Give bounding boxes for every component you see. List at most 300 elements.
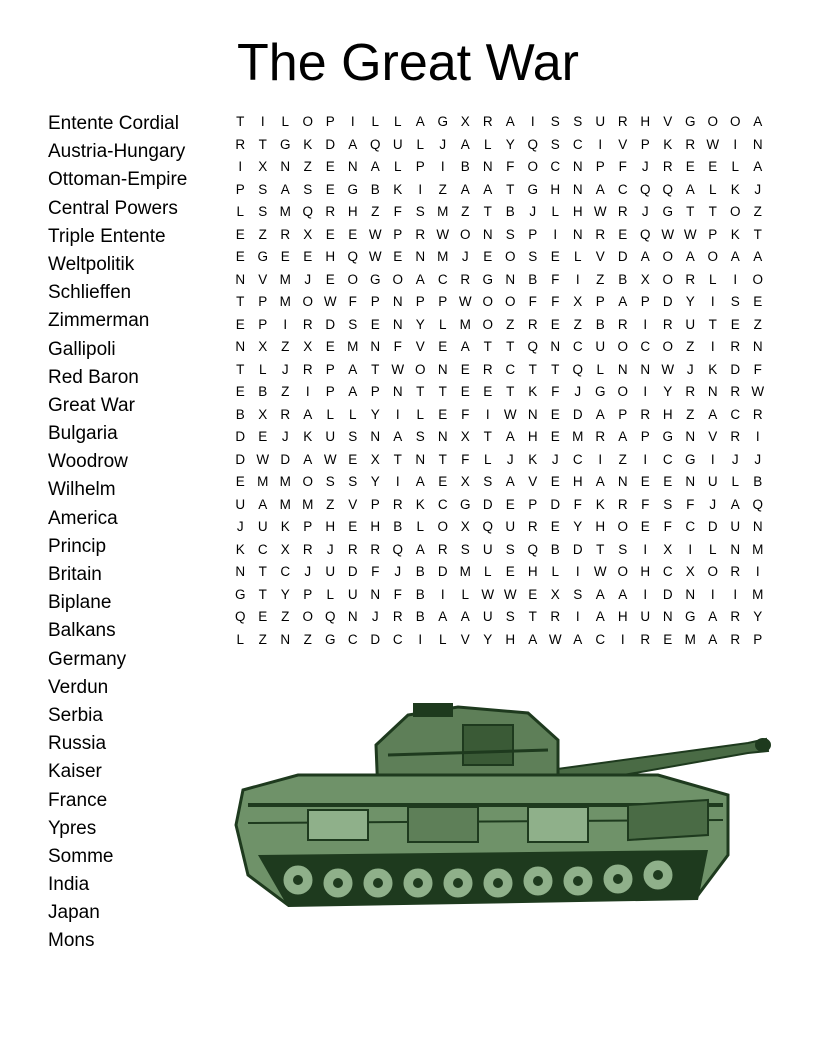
grid-letter: C bbox=[662, 451, 673, 467]
grid-letter: R bbox=[730, 609, 741, 624]
grid-letter: V bbox=[348, 496, 358, 512]
grid-letter: R bbox=[640, 406, 651, 422]
grid-letter: N bbox=[280, 631, 291, 647]
grid-letter: O bbox=[662, 339, 673, 354]
grid-letter: L bbox=[483, 451, 492, 467]
grid-letter: A bbox=[303, 406, 313, 422]
grid-letter: E bbox=[618, 226, 628, 242]
tank-illustration bbox=[228, 695, 773, 925]
grid-letter: K bbox=[303, 136, 313, 152]
grid-letter: Z bbox=[506, 316, 515, 332]
grid-letter: Y bbox=[415, 316, 425, 332]
grid-letter: N bbox=[437, 361, 448, 377]
grid-letter: R bbox=[685, 136, 696, 152]
grid-letter: J bbox=[529, 204, 537, 219]
grid-letter: I bbox=[260, 114, 265, 129]
grid-letter: K bbox=[730, 226, 740, 242]
grid-letter: I bbox=[530, 114, 535, 129]
grid-letter: C bbox=[595, 631, 606, 647]
grid-letter: E bbox=[640, 474, 650, 489]
grid-letter: P bbox=[303, 586, 313, 602]
grid-letter: I bbox=[553, 226, 558, 242]
grid-letter: T bbox=[506, 181, 515, 197]
grid-letter: D bbox=[370, 631, 381, 647]
grid-letter: G bbox=[662, 204, 673, 219]
grid-row bbox=[229, 563, 769, 586]
grid-letter: M bbox=[279, 271, 291, 287]
grid-letter: P bbox=[370, 294, 380, 309]
grid-letter: B bbox=[370, 181, 380, 197]
grid-letter: V bbox=[595, 249, 605, 264]
grid-letter: F bbox=[393, 339, 402, 354]
grid-letter: Z bbox=[303, 159, 312, 174]
grid-letter: D bbox=[280, 451, 291, 467]
word-list-item: Entente Cordial bbox=[48, 113, 179, 134]
grid-letter: N bbox=[482, 226, 493, 242]
grid-letter: R bbox=[437, 541, 448, 557]
grid-letter: P bbox=[393, 226, 403, 242]
grid-letter: V bbox=[708, 429, 718, 444]
word-list-item: Ottoman-Empire bbox=[48, 169, 188, 191]
grid-letter: B bbox=[528, 271, 538, 287]
grid-letter: N bbox=[235, 271, 246, 287]
grid-letter: N bbox=[707, 384, 718, 399]
grid-letter: K bbox=[415, 496, 425, 512]
grid-letter: D bbox=[707, 519, 718, 534]
grid-letter: H bbox=[617, 609, 628, 624]
word-list-item: Great War bbox=[48, 394, 135, 416]
grid-letter: D bbox=[617, 249, 628, 264]
grid-letter: T bbox=[393, 451, 402, 467]
grid-letter: S bbox=[505, 541, 515, 557]
grid-letter: E bbox=[708, 159, 718, 174]
grid-letter: G bbox=[662, 429, 673, 444]
grid-letter: B bbox=[415, 564, 425, 579]
grid-letter: L bbox=[483, 564, 492, 579]
grid-row bbox=[229, 451, 769, 474]
grid-letter: L bbox=[596, 361, 604, 377]
grid-letter: I bbox=[575, 609, 580, 624]
grid-letter: T bbox=[483, 429, 492, 444]
grid-letter: X bbox=[460, 429, 470, 444]
grid-letter: A bbox=[685, 181, 695, 197]
word-list-item: India bbox=[48, 874, 90, 896]
grid-letter: R bbox=[527, 316, 538, 332]
grid-letter: B bbox=[258, 384, 268, 399]
grid-letter: F bbox=[753, 361, 762, 377]
grid-letter: T bbox=[551, 361, 560, 377]
grid-letter: V bbox=[460, 631, 470, 647]
word-list-item: France bbox=[48, 789, 108, 811]
grid-letter: R bbox=[730, 631, 741, 647]
grid-letter: A bbox=[415, 474, 425, 489]
grid-letter: F bbox=[371, 564, 380, 579]
grid-letter: R bbox=[662, 159, 673, 174]
grid-letter: A bbox=[415, 541, 425, 557]
grid-letter: N bbox=[415, 249, 426, 264]
grid-letter: H bbox=[572, 204, 583, 219]
grid-letter: E bbox=[235, 226, 245, 242]
grid-letter: Z bbox=[326, 496, 335, 512]
grid-letter: Z bbox=[596, 271, 605, 287]
grid-letter: U bbox=[325, 564, 336, 579]
grid-letter: R bbox=[460, 271, 471, 287]
grid-letter: B bbox=[460, 159, 470, 174]
grid-letter: R bbox=[302, 541, 313, 557]
grid-letter: W bbox=[323, 451, 337, 467]
grid-letter: G bbox=[369, 271, 381, 287]
grid-letter: A bbox=[708, 631, 718, 647]
grid-letter: R bbox=[730, 564, 741, 579]
grid-letter: P bbox=[325, 361, 335, 377]
grid-letter: X bbox=[280, 541, 290, 557]
grid-letter: E bbox=[325, 339, 335, 354]
grid-row bbox=[229, 226, 769, 249]
grid-letter: S bbox=[415, 204, 425, 219]
grid-letter: F bbox=[686, 496, 695, 512]
word-list-item: Bulgaria bbox=[48, 423, 118, 445]
grid-letter: E bbox=[370, 316, 380, 332]
grid-letter: Q bbox=[369, 136, 381, 152]
grid-letter: R bbox=[730, 339, 741, 354]
grid-letter: W bbox=[661, 361, 675, 377]
grid-letter: M bbox=[437, 204, 449, 219]
grid-letter: J bbox=[461, 249, 469, 264]
grid-letter: Q bbox=[347, 249, 358, 264]
grid-letter: S bbox=[505, 609, 515, 624]
grid-letter: N bbox=[617, 474, 628, 489]
grid-letter: C bbox=[730, 406, 741, 422]
grid-letter: I bbox=[643, 384, 648, 399]
grid-letter: W bbox=[458, 294, 472, 309]
grid-letter: C bbox=[617, 181, 628, 197]
grid-letter: E bbox=[460, 384, 470, 399]
grid-letter: N bbox=[572, 159, 583, 174]
grid-letter: M bbox=[279, 204, 291, 219]
grid-letter: A bbox=[753, 159, 763, 174]
grid-letter: A bbox=[708, 406, 718, 422]
grid-letter: D bbox=[347, 564, 358, 579]
grid-letter: A bbox=[280, 181, 290, 197]
grid-letter: G bbox=[684, 609, 696, 624]
grid-letter: Y bbox=[753, 609, 763, 624]
grid-letter: N bbox=[370, 429, 381, 444]
grid-letter: Z bbox=[573, 316, 582, 332]
grid-letter: H bbox=[640, 114, 651, 129]
grid-letter: I bbox=[733, 271, 738, 287]
grid-letter: P bbox=[595, 159, 605, 174]
grid-letter: N bbox=[370, 586, 381, 602]
grid-letter: O bbox=[504, 294, 516, 309]
grid-letter: F bbox=[393, 204, 402, 219]
grid-letter: B bbox=[415, 586, 425, 602]
grid-letter: I bbox=[418, 631, 423, 647]
grid-letter: E bbox=[550, 406, 560, 422]
grid-letter: T bbox=[506, 339, 515, 354]
grid-letter: B bbox=[393, 519, 403, 534]
grid-letter: X bbox=[303, 226, 313, 242]
grid-letter: N bbox=[392, 294, 403, 309]
word-list-item: Japan bbox=[48, 902, 100, 924]
grid-letter: P bbox=[753, 631, 763, 647]
grid-letter: L bbox=[708, 541, 717, 557]
grid-letter: R bbox=[527, 519, 538, 534]
grid-letter: N bbox=[685, 429, 696, 444]
word-list-item: Wilhelm bbox=[48, 479, 116, 501]
grid-letter: G bbox=[324, 631, 336, 647]
grid-letter: O bbox=[504, 249, 516, 264]
grid-letter: A bbox=[708, 609, 718, 624]
grid-letter: S bbox=[348, 474, 358, 489]
grid-letter: S bbox=[348, 316, 358, 332]
word-list-item: Gallipoli bbox=[48, 338, 116, 360]
grid-letter: F bbox=[551, 271, 560, 287]
grid-letter: Q bbox=[527, 339, 538, 354]
grid-letter: S bbox=[460, 541, 470, 557]
grid-letter: R bbox=[280, 406, 291, 422]
grid-letter: R bbox=[685, 384, 696, 399]
grid-letter: I bbox=[733, 586, 738, 602]
grid-letter: A bbox=[730, 496, 740, 512]
grid-letter: I bbox=[395, 474, 400, 489]
grid-letter: J bbox=[394, 564, 402, 579]
grid-letter: I bbox=[688, 541, 693, 557]
grid-letter: O bbox=[707, 249, 718, 264]
grid-letter: J bbox=[236, 519, 244, 534]
grid-letter: C bbox=[437, 271, 448, 287]
grid-letter: I bbox=[575, 564, 580, 579]
grid-letter: O bbox=[617, 519, 628, 534]
grid-letter: L bbox=[708, 271, 717, 287]
grid-letter: V bbox=[528, 474, 538, 489]
grid-letter: R bbox=[595, 226, 606, 242]
grid-letter: E bbox=[348, 451, 358, 467]
grid-row bbox=[229, 338, 769, 361]
grid-letter: K bbox=[235, 541, 245, 557]
grid-letter: O bbox=[527, 159, 538, 174]
grid-letter: K bbox=[730, 181, 740, 197]
grid-letter: I bbox=[733, 136, 738, 152]
grid-letter: F bbox=[618, 159, 627, 174]
grid-letter: Q bbox=[752, 496, 763, 512]
grid-letter: W bbox=[661, 226, 675, 242]
grid-letter: E bbox=[258, 609, 268, 624]
grid-letter: Y bbox=[505, 136, 515, 152]
grid-letter: A bbox=[483, 181, 493, 197]
grid-letter: U bbox=[347, 586, 358, 602]
grid-letter: C bbox=[572, 339, 583, 354]
grid-letter: R bbox=[752, 406, 763, 422]
grid-letter: T bbox=[371, 361, 380, 377]
grid-letter: A bbox=[573, 631, 583, 647]
grid-letter: S bbox=[348, 429, 358, 444]
grid-letter: A bbox=[348, 136, 358, 152]
grid-letter: L bbox=[731, 474, 739, 489]
grid-letter: L bbox=[573, 249, 582, 264]
grid-letter: E bbox=[235, 316, 245, 332]
grid-letter: X bbox=[303, 339, 313, 354]
grid-letter: A bbox=[528, 631, 538, 647]
grid-letter: W bbox=[593, 204, 607, 219]
grid-letter: J bbox=[731, 451, 739, 467]
grid-letter: D bbox=[662, 294, 673, 309]
grid-letter: K bbox=[708, 361, 718, 377]
grid-letter: C bbox=[572, 136, 583, 152]
grid-letter: Q bbox=[639, 226, 651, 242]
grid-letter: Z bbox=[303, 631, 312, 647]
grid-letter: U bbox=[640, 609, 651, 624]
grid-letter: I bbox=[440, 586, 445, 602]
grid-letter: O bbox=[414, 361, 426, 377]
grid-letter: Z bbox=[371, 204, 380, 219]
grid-letter: R bbox=[482, 114, 493, 129]
grid-letter: A bbox=[595, 609, 605, 624]
grid-letter: X bbox=[460, 114, 470, 129]
grid-letter: T bbox=[708, 316, 717, 332]
word-list-item: Central Powers bbox=[48, 197, 178, 219]
grid-letter: O bbox=[302, 114, 313, 129]
grid-letter: E bbox=[550, 316, 560, 332]
grid-letter: Z bbox=[461, 204, 470, 219]
grid-letter: U bbox=[595, 114, 606, 129]
grid-letter: U bbox=[707, 474, 718, 489]
grid-letter: L bbox=[371, 114, 379, 129]
grid-letter: C bbox=[257, 541, 268, 557]
grid-letter: N bbox=[505, 271, 516, 287]
grid-letter: N bbox=[572, 181, 583, 197]
grid-letter: N bbox=[347, 609, 358, 624]
grid-letter: Q bbox=[527, 136, 538, 152]
grid-letter: A bbox=[505, 114, 515, 129]
grid-letter: P bbox=[415, 294, 425, 309]
grid-letter: N bbox=[392, 384, 403, 399]
grid-letter: R bbox=[392, 496, 403, 512]
grid-letter: N bbox=[730, 541, 741, 557]
grid-letter: U bbox=[730, 519, 741, 534]
grid-row bbox=[229, 113, 769, 136]
grid-letter: X bbox=[550, 586, 560, 602]
grid-letter: T bbox=[483, 204, 492, 219]
grid-letter: N bbox=[752, 339, 763, 354]
grid-letter: L bbox=[393, 159, 402, 174]
grid-letter: E bbox=[325, 159, 335, 174]
word-list-item: Ypres bbox=[48, 817, 97, 839]
grid-letter: C bbox=[685, 519, 696, 534]
grid-letter: C bbox=[572, 451, 583, 467]
grid-letter: Y bbox=[663, 384, 673, 399]
grid-letter: S bbox=[573, 586, 583, 602]
grid-letter: L bbox=[483, 136, 492, 152]
grid-letter: S bbox=[618, 541, 628, 557]
grid-letter: M bbox=[752, 541, 764, 557]
grid-letter: E bbox=[438, 339, 448, 354]
grid-letter: X bbox=[685, 564, 695, 579]
grid-letter: Q bbox=[482, 519, 493, 534]
grid-letter: N bbox=[617, 361, 628, 377]
grid-letter: G bbox=[527, 181, 538, 197]
grid-letter: J bbox=[551, 451, 559, 467]
grid-letter: J bbox=[326, 541, 334, 557]
grid-letter: G bbox=[684, 451, 696, 467]
grid-letter: T bbox=[258, 586, 267, 602]
grid-letter: A bbox=[415, 114, 425, 129]
grid-letter: B bbox=[618, 271, 628, 287]
grid-letter: R bbox=[662, 316, 673, 332]
grid-letter: K bbox=[393, 181, 403, 197]
grid-letter: O bbox=[729, 114, 741, 129]
grid-letter: M bbox=[572, 429, 584, 444]
grid-letter: L bbox=[708, 181, 717, 197]
grid-letter: J bbox=[304, 564, 312, 579]
grid-letter: Y bbox=[685, 294, 695, 309]
grid-letter: A bbox=[438, 609, 448, 624]
grid-letter: N bbox=[640, 361, 651, 377]
grid-letter: Y bbox=[370, 406, 380, 422]
grid-row bbox=[229, 608, 769, 631]
grid-letter: M bbox=[257, 474, 269, 489]
grid-letter: T bbox=[438, 384, 447, 399]
grid-letter: N bbox=[415, 451, 426, 467]
grid-letter: L bbox=[326, 586, 334, 602]
grid-letter: I bbox=[620, 631, 625, 647]
grid-letter: A bbox=[640, 249, 650, 264]
grid-letter: P bbox=[258, 316, 268, 332]
grid-letter: P bbox=[618, 406, 628, 422]
grid-letter: E bbox=[438, 474, 448, 489]
grid-letter: A bbox=[348, 384, 358, 399]
grid-letter: P bbox=[438, 294, 448, 309]
grid-letter: E bbox=[348, 519, 358, 534]
grid-letter: O bbox=[302, 294, 313, 309]
grid-letter: M bbox=[459, 316, 471, 332]
grid-letter: W bbox=[368, 249, 382, 264]
grid-letter: R bbox=[595, 429, 606, 444]
grid-letter: R bbox=[415, 226, 426, 242]
grid-letter: M bbox=[684, 631, 696, 647]
grid-letter: R bbox=[640, 631, 651, 647]
grid-letter: E bbox=[280, 249, 290, 264]
grid-letter: M bbox=[752, 586, 764, 602]
grid-letter: X bbox=[258, 159, 268, 174]
grid-letter: I bbox=[643, 541, 648, 557]
grid-letter: S bbox=[415, 429, 425, 444]
grid-letter: R bbox=[550, 609, 561, 624]
grid-letter: X bbox=[258, 339, 268, 354]
grid-letter: T bbox=[686, 204, 695, 219]
grid-letter: D bbox=[550, 496, 561, 512]
grid-letter: O bbox=[662, 249, 673, 264]
grid-letter: J bbox=[281, 361, 289, 377]
grid-letter: E bbox=[550, 249, 560, 264]
word-list-item: Kaiser bbox=[48, 761, 102, 783]
grid-letter: N bbox=[550, 339, 561, 354]
grid-letter: A bbox=[460, 181, 470, 197]
grid-letter: C bbox=[437, 496, 448, 512]
grid-letter: O bbox=[752, 271, 763, 287]
grid-letter: U bbox=[685, 316, 696, 332]
word-list-item: America bbox=[48, 507, 118, 529]
grid-letter: L bbox=[438, 316, 447, 332]
grid-letter: Z bbox=[753, 204, 762, 219]
grid-letter: R bbox=[302, 361, 313, 377]
grid-letter: K bbox=[528, 384, 538, 399]
grid-letter: I bbox=[485, 406, 490, 422]
grid-letter: S bbox=[550, 114, 560, 129]
grid-letter: S bbox=[505, 226, 515, 242]
grid-letter: I bbox=[643, 586, 648, 602]
grid-letter: L bbox=[416, 136, 424, 152]
word-list-item: Austria-Hungary bbox=[48, 141, 186, 163]
